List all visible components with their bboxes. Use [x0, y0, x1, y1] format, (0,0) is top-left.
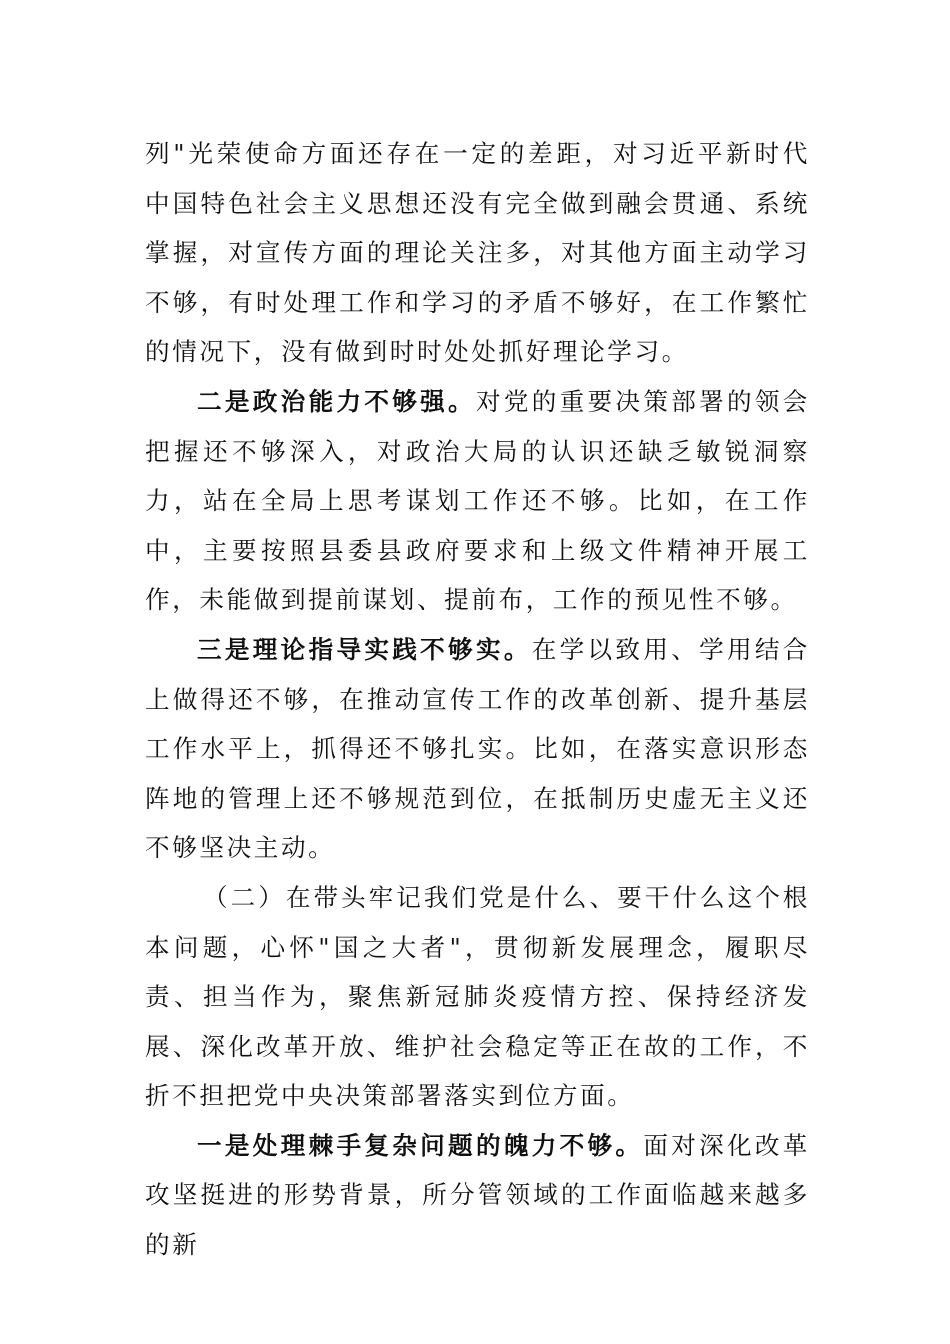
paragraph-4-text: （二）在带头牢记我们党是什么、要干什么这个根本问题，心怀"国之大者"，贯彻新发展理念，履职尽责、担当作为，聚焦新冠肺炎疫情方控、保持经济发展、深化改革开放、维护社会稳定等正在故的工作，不折不担把党中央决策部署落实到位方面。	[145, 882, 810, 1111]
paragraph-5-text: 面对深化改革攻坚挺进的形势背景，所分管领域的工作面临越来越多的新	[145, 1130, 810, 1260]
paragraph-1-text: 列"光荣使命方面还存在一定的差距，对习近平新时代中国特色社会主义思想还没有完全做到融会贯通、系统掌握，对宣传方面的理论关注多，对其他方面主动学习不够，有时处理工作和学习的矛盾不够好，在工作繁忙的情况下，没有做到时时处处抓好理论学习。	[145, 139, 810, 367]
paragraph-2-text: 对党的重要决策部署的领会把握还不够深入，对政治大局的认识还缺乏敏锐洞察力，站在全局上思考谋划工作还不够。比如，在工作中，主要按照县委县政府要求和上级文件精神开展工作，未能做到提前谋划、提前布，工作的预见性不够。	[145, 386, 810, 615]
paragraph-2-heading: 二是政治能力不够强。	[197, 386, 476, 416]
paragraph-5-heading: 一是处理棘手复杂问题的魄力不够。	[197, 1130, 644, 1160]
paragraph-3-heading: 三是理论指导实践不够实。	[197, 634, 532, 664]
paragraph-4	[145, 873, 810, 1121]
document-body	[145, 129, 810, 1270]
paragraph-5	[145, 1121, 810, 1270]
paragraph-2	[145, 377, 810, 625]
paragraph-3	[145, 625, 810, 873]
paragraph-1	[145, 129, 810, 377]
paragraph-3-text: 在学以致用、学用结合上做得还不够，在推动宣传工作的改革创新、提升基层工作水平上，抓得还不够扎实。比如，在落实意识形态阵地的管理上还不够规范到位，在抵制历史虚无主义还不够坚决主动。	[145, 634, 810, 863]
